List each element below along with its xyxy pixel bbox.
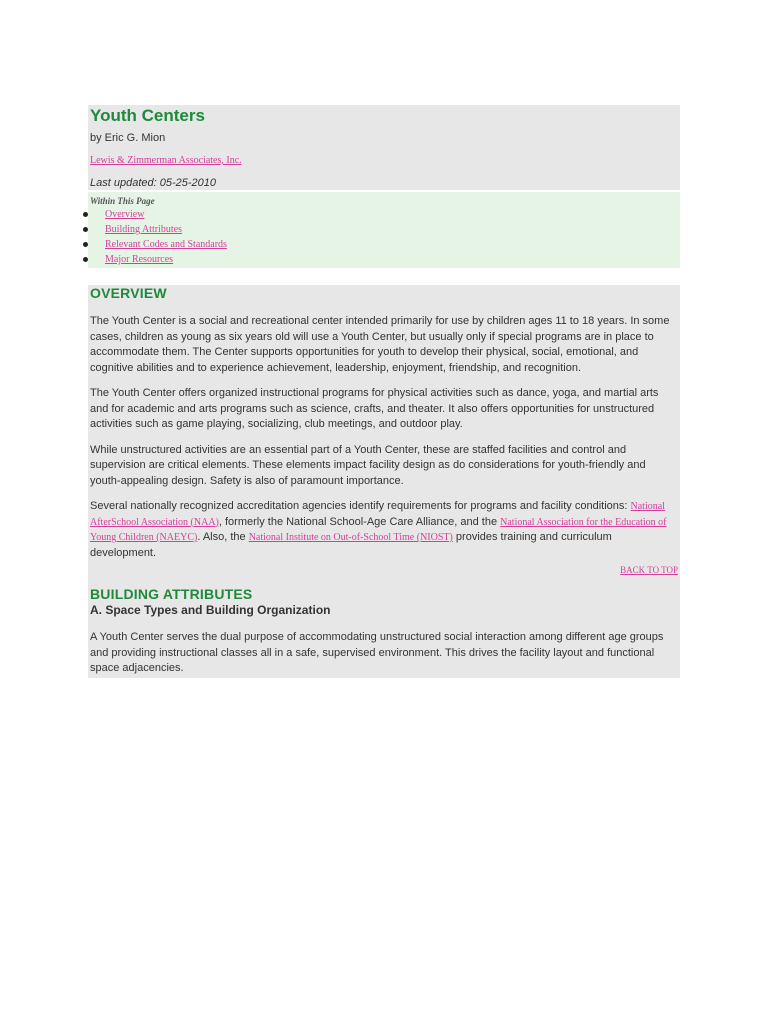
author-line: by Eric G. Mion: [90, 132, 166, 144]
p4-text-start: Several nationally recognized accreditation agencies identify requirements for programs and facility conditions:: [90, 500, 631, 512]
overview-section: [88, 285, 680, 678]
toc-item-building-attributes: [88, 222, 680, 237]
p4-text-end: provides training and curriculum development.: [90, 531, 612, 559]
overview-paragraph-4: [90, 499, 678, 561]
toc-link-building-attributes[interactable]: Building Attributes: [105, 224, 182, 235]
toc-list: [88, 207, 680, 267]
spacer: [88, 268, 680, 285]
p4-text-mid1: , formerly the National School-Age Care Alliance, and the: [218, 515, 501, 528]
page-title: Youth Centers: [90, 106, 205, 125]
overview-paragraph-1: The Youth Center is a social and recreational center intended primarily for use by children ages 11 to 18 years. In some cases, children as young as six years old will use a Youth Center, but usually only if special programs are in place to accommodate them. The Center supports opportunities for youth to develop their physical, social, emotional, and cognitive abilities and to experience achievement, leadership, enjoyment, friendship, and recognition.: [90, 315, 670, 374]
bullet-icon: [83, 242, 88, 247]
org-link[interactable]: Lewis & Zimmerman Associates, Inc.: [90, 155, 242, 166]
building-paragraph-1: A Youth Center serves the dual purpose of accommodating unstructured social interaction among different age groups and providing instructional classes all in a safe, supervised environment. This drives the facility layout and functional space adjacencies.: [90, 631, 664, 674]
naa-link[interactable]: National AfterSchool Association (NAA): [90, 501, 665, 528]
toc-title: Within This Page: [90, 196, 155, 206]
toc-link-overview[interactable]: Overview: [105, 209, 145, 220]
toc-item-codes-standards: [88, 237, 680, 252]
toc-item-overview: [88, 207, 680, 222]
niost-link[interactable]: National Institute on Out-of-School Time (NIOST): [248, 532, 453, 543]
bullet-icon: [83, 212, 88, 217]
back-to-top-link[interactable]: BACK TO TOP: [620, 565, 678, 575]
bullet-icon: [83, 227, 88, 232]
building-attributes-heading: BUILDING ATTRIBUTES: [90, 586, 253, 602]
document-page: [88, 105, 680, 678]
naeyc-link[interactable]: National Association for the Education of Young Children (NAEYC): [90, 516, 667, 543]
back-to-top-row: [90, 563, 680, 576]
org-line: [90, 153, 680, 168]
p4-text-mid2: . Also, the: [197, 531, 249, 543]
overview-heading: OVERVIEW: [90, 285, 167, 301]
toc-link-major-resources[interactable]: Major Resources: [105, 254, 174, 265]
toc-item-major-resources: [88, 252, 680, 267]
bullet-icon: [83, 257, 88, 262]
overview-paragraph-3: While unstructured activities are an essential part of a Youth Center, these are staffed facilities and control and supervision are critical elements. These elements impact facility design as do considerations for youth-friendly and youth-appealing design. Safety is also of paramount importance.: [90, 443, 646, 487]
last-updated: Last updated: 05-25-2010: [90, 177, 216, 189]
space-types-subheading: A. Space Types and Building Organization: [90, 603, 331, 617]
overview-paragraph-2: The Youth Center offers organized instructional programs for physical activities such as dance, yoga, and martial arts and for academic and arts programs such as science, crafts, and theater. It also offers opportunities for unstructured activities such as game playing, socializing, club meetings, and outdoor play.: [90, 387, 659, 430]
header-block: [88, 105, 680, 190]
table-of-contents: [88, 192, 680, 268]
toc-link-codes-standards[interactable]: Relevant Codes and Standards: [105, 239, 227, 250]
